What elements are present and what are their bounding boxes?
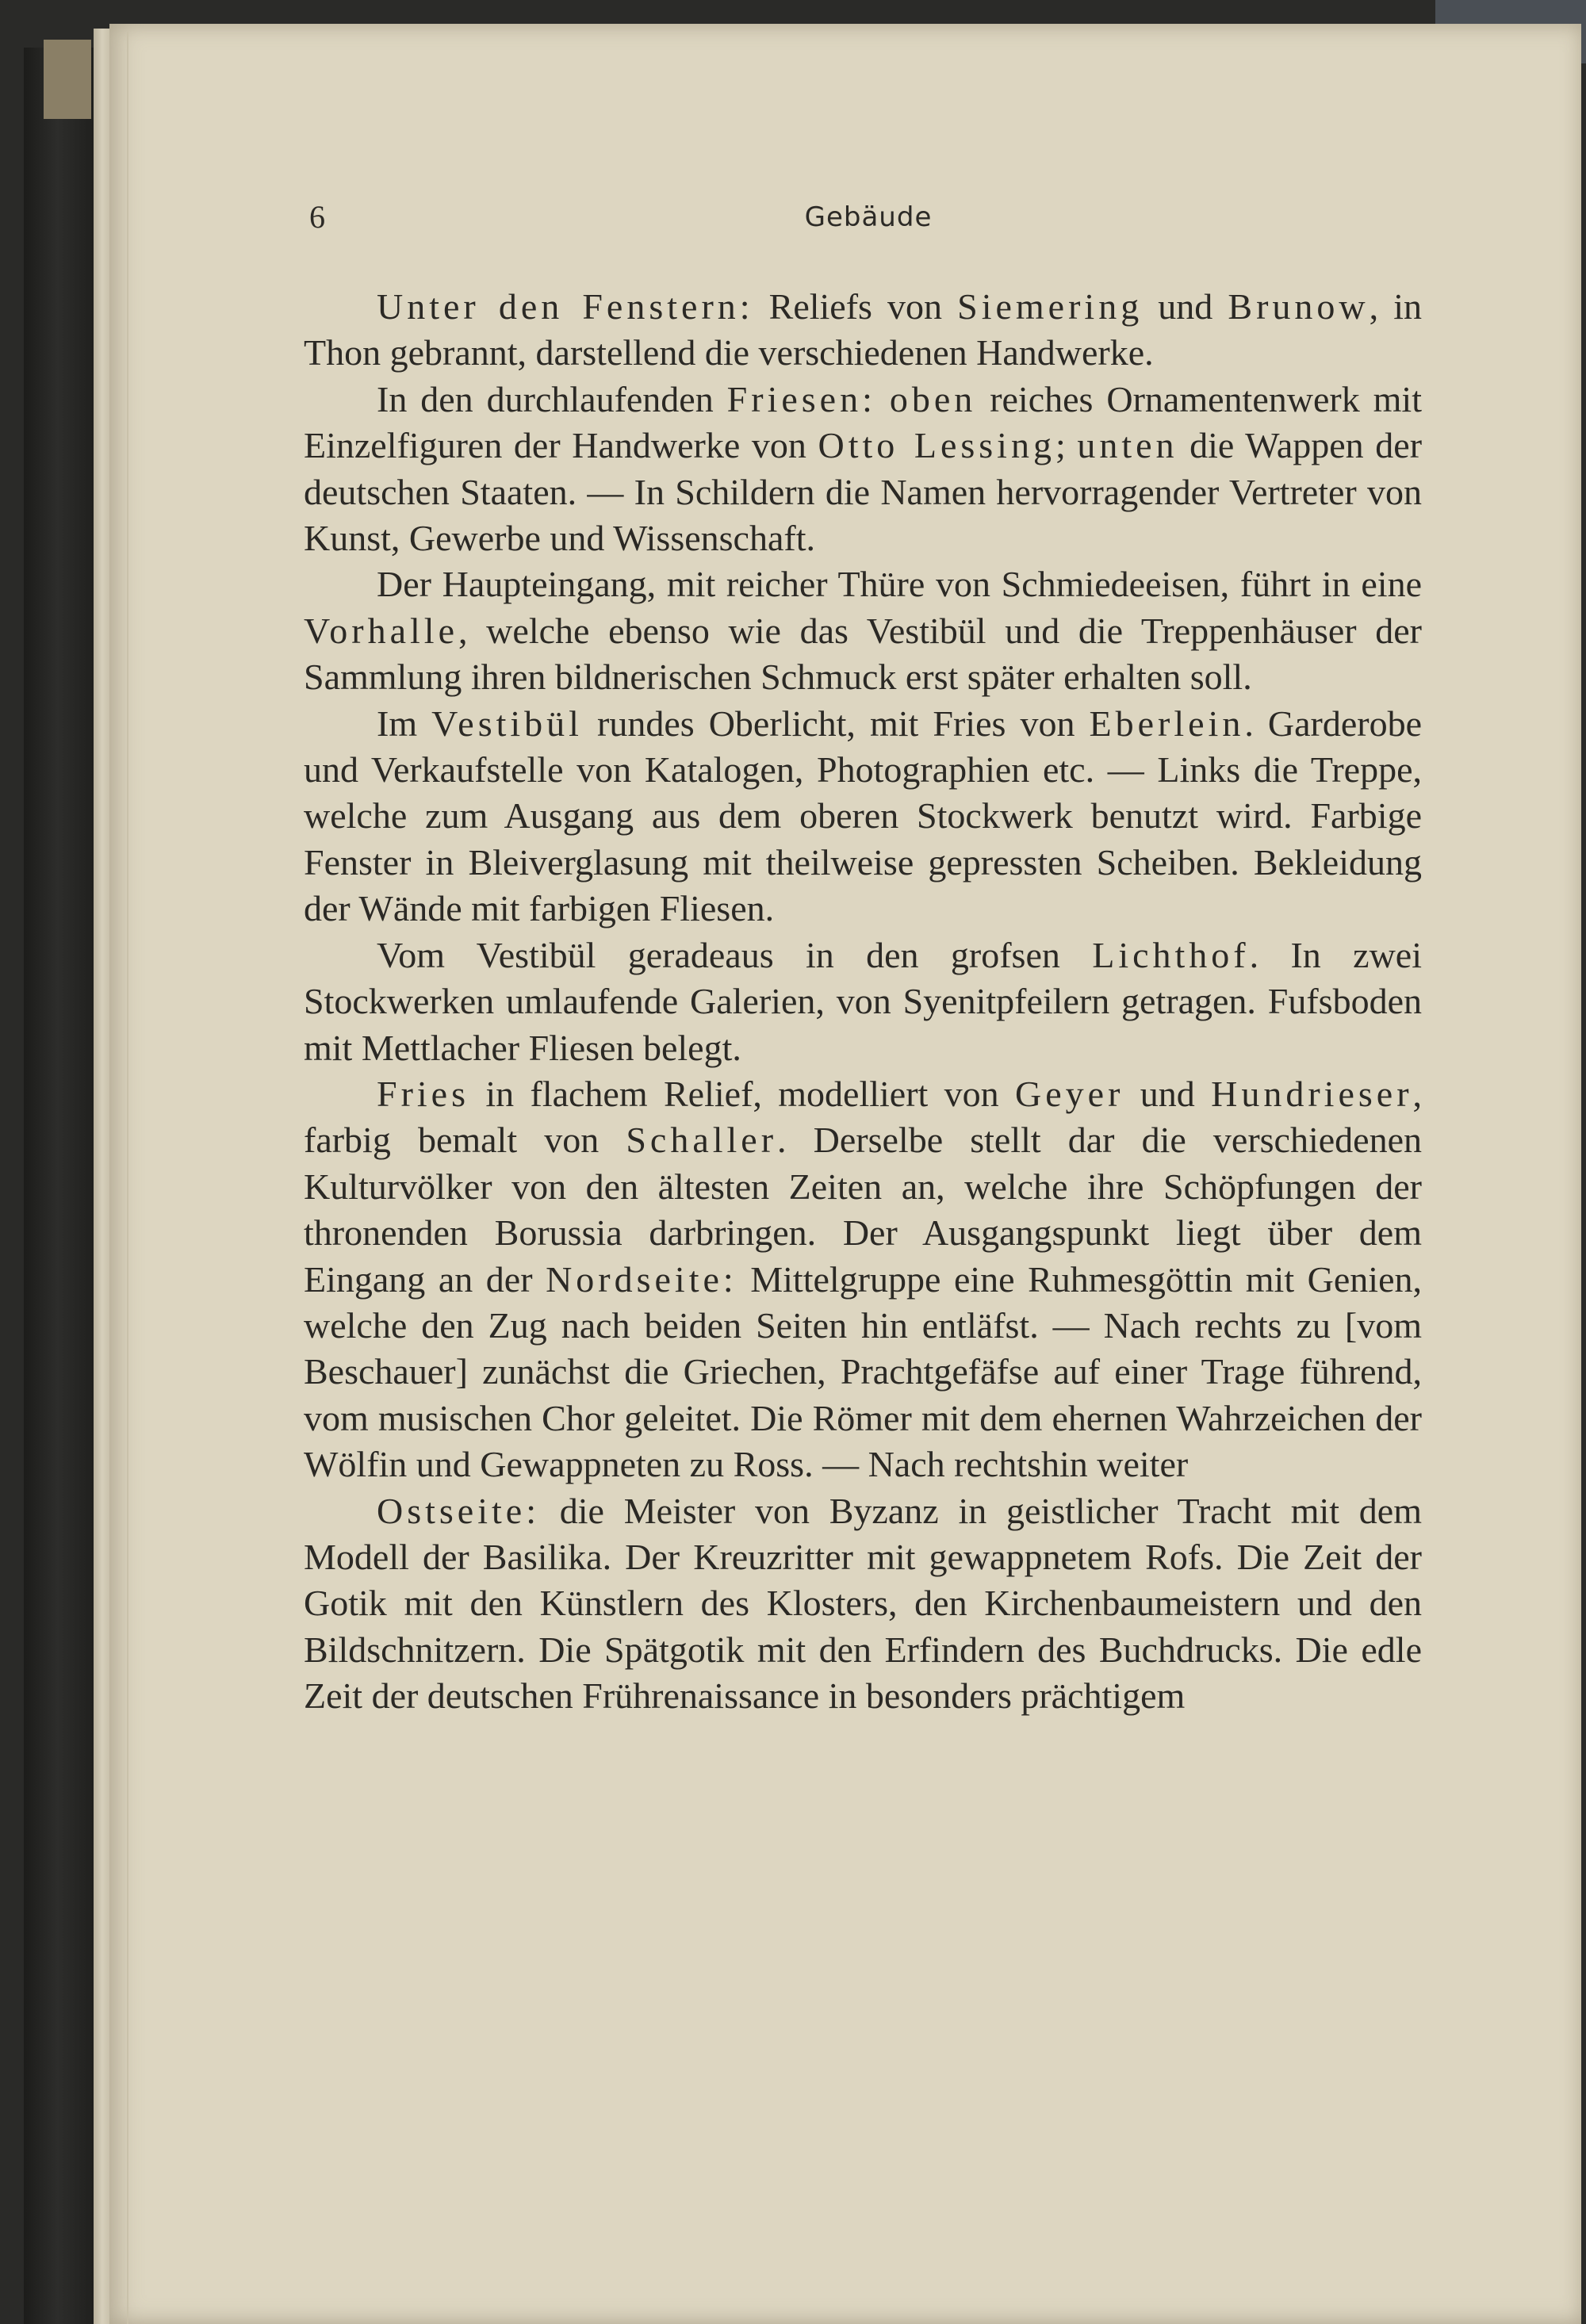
text-segment: In den durchlaufenden [377,378,727,419]
paragraph [304,1071,1422,1488]
page-fold-line [127,32,128,2324]
book-spine [24,48,99,2324]
text-segment [876,379,890,419]
emphasized-text: Nordseite: [546,1258,737,1300]
text-segment: , in Thon gebrannt, darstellend die verschiedenen Handwerke. [304,286,1422,373]
spine-tab [44,40,91,119]
text-segment: rundes Oberlicht, mit Fries von [582,703,1090,744]
text-segment: ; [1055,425,1078,466]
emphasized-text: Siemering [957,286,1144,327]
running-head: Gebäude [804,201,933,233]
paragraph [304,932,1422,1071]
paragraph [304,561,1422,700]
text-segment: und [1124,1073,1212,1114]
text-segment: Mittelgruppe eine Ruhmesgöttin mit Genien, welche den Zug nach beiden Seiten hin entläfst. — Nach rechts zu [vom Beschauer] zunächst die Griechen, Prachtgefäfse auf einer Trage führend, vom musischen Chor geleitet. Die Römer mit dem ehernen Wahrzeichen der Wölfin und Gewappneten zu Ross. — Nach rechtshin weiter [304,1258,1422,1485]
text-segment: und [1143,286,1228,327]
text-segment: . Garderobe und Verkaufstelle von Katalogen, Photographien etc. — Links die Treppe, welche zum Ausgang aus dem oberen Stockwerk benutzt wird. Farbige Fenster in Bleiverglasung mit theilweise gepressten Scheiben. Bekleidung der Wände mit farbigen Fliesen. [304,703,1422,929]
emphasized-text: Fries [377,1073,469,1114]
paragraph [304,377,1422,562]
text-segment: Im [377,703,432,744]
emphasized-text: Geyer [1015,1073,1124,1114]
emphasized-text: Ostseite: [377,1490,540,1531]
text-segment: Vom Vestibül geradeaus in den grofsen [377,934,1093,975]
text-segment: , farbig bemalt von [304,1073,1423,1161]
emphasized-text: Friesen: [726,378,876,419]
emphasized-text: Vorhalle [304,610,459,651]
text-segment: . Derselbe stellt dar die verschiedenen Kulturvölker von den ältesten Zeiten an, welche ihre Schöpfungen der thronenden Borussia darbringen. Der Ausgangspunkt liegt über dem Eingang an der [304,1120,1422,1300]
text-segment: Reliefs von [753,286,958,327]
paragraph [304,1488,1422,1720]
text-segment: Der Haupteingang, mit reicher Thüre von Schmiedeeisen, führt in eine [377,564,1422,605]
emphasized-text: Schaller [626,1120,778,1161]
emphasized-text: oben [889,378,977,419]
page-edge [94,29,111,2324]
emphasized-text: unten [1077,425,1178,466]
text-segment: . In zwei Stockwerken umlaufende Galerien, von Syenitpfeilern getragen. Fufsboden mit Mettlacher Fliesen belegt. [304,934,1422,1068]
emphasized-text: Lichthof [1092,934,1250,975]
emphasized-text: Brunow [1228,286,1370,327]
text-segment: die Meister von Byzanz in geistlicher Tracht mit dem Modell der Basilika. Der Kreuzritter mit gewappnetem Rofs. Die Zeit der Gotik mit den Künstlern des Klosters, den Kirchenbaumeistern und den Bildschnitzern. Die Spätgotik mit den Erfindern des Buchdrucks. Die edle Zeit der deutschen Frührenaissance in besonders prächtigem [304,1490,1422,1717]
emphasized-text: Vestibül [431,703,583,744]
emphasized-text: Otto Lessing [818,425,1055,466]
emphasized-text: Unter den Fenstern: [377,286,754,327]
paragraph [304,284,1422,377]
page-number: 6 [309,199,325,235]
body-text [304,284,1422,1720]
text-segment: , welche ebenso wie das Vestibül und die Treppenhäuser der Sammlung ihren bildnerischen Schmuck erst später erhalten soll. [304,610,1422,698]
emphasized-text: Hundrieser [1211,1073,1413,1114]
emphasized-text: Eberlein [1089,703,1245,744]
text-segment: die Wappen der deutschen Staaten. — In Schildern die Namen hervorragender Vertreter von Kunst, Gewerbe und Wissenschaft. [304,425,1423,559]
page-header [309,198,1427,243]
paragraph [304,701,1422,932]
text-segment: reiches Ornamentenwerk mit Einzelfiguren der Handwerke von [304,378,1422,466]
text-segment: in flachem Relief, modelliert von [469,1073,1016,1114]
